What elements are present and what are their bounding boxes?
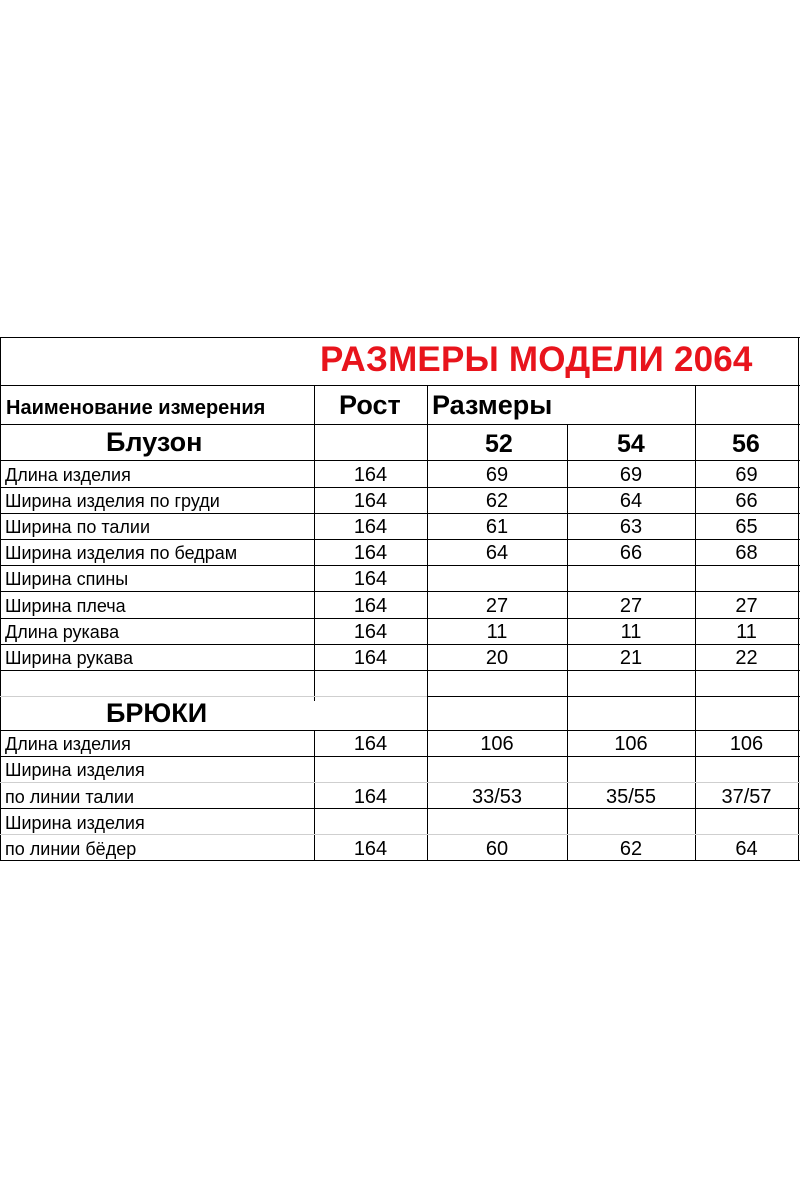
- grid-line: [427, 696, 800, 697]
- grid-line: [0, 670, 800, 671]
- row-value: 69: [735, 464, 758, 486]
- row-value: 27: [735, 595, 758, 617]
- grid-line: [0, 756, 800, 757]
- chart-title: РАЗМЕРЫ МОДЕЛИ 2064: [320, 340, 753, 379]
- row-height: 164: [353, 568, 388, 590]
- row-label: Ширина изделия: [5, 760, 145, 780]
- row-value: 60: [485, 838, 509, 860]
- row-value: 69: [485, 464, 509, 486]
- row-value: 65: [735, 516, 758, 538]
- row-height: 164: [353, 838, 388, 860]
- row-label: Ширина рукава: [5, 648, 134, 668]
- grid-line: [0, 834, 800, 835]
- row-value: 64: [735, 838, 758, 860]
- row-height: 164: [353, 733, 388, 755]
- grid-line: [0, 513, 800, 514]
- row-label: Ширина плеча: [5, 596, 126, 616]
- row-value: 66: [619, 542, 643, 564]
- row-label: Длина изделия: [5, 465, 131, 485]
- row-label: Длина изделия: [5, 734, 131, 754]
- row-label: Ширина изделия по бедрам: [5, 543, 238, 563]
- row-value: 11: [486, 621, 508, 643]
- row-label: Ширина изделия: [5, 813, 145, 833]
- grid-line: [0, 337, 800, 338]
- row-value: 106: [729, 733, 764, 755]
- row-label: по линии бёдер: [5, 839, 137, 859]
- grid-line: [0, 696, 427, 697]
- row-value: 64: [485, 542, 509, 564]
- row-height: 164: [353, 516, 388, 538]
- row-value: 106: [480, 733, 514, 755]
- header-measurement: Наименование измерения: [6, 397, 266, 419]
- row-value: 22: [735, 647, 758, 669]
- grid-line: [0, 424, 800, 425]
- row-value: 11: [736, 621, 757, 643]
- row-value: 27: [619, 595, 643, 617]
- row-value: 35/55: [605, 786, 657, 808]
- size-56: 56: [732, 430, 760, 458]
- grid-line: [0, 460, 800, 461]
- row-label: Ширина изделия по груди: [5, 491, 220, 511]
- grid-line: [0, 782, 800, 783]
- grid-line: [0, 565, 800, 566]
- grid-line: [0, 487, 800, 488]
- grid-line: [0, 591, 800, 592]
- row-value: 66: [735, 490, 758, 512]
- section-trousers: БРЮКИ: [106, 698, 208, 728]
- row-value: 37/57: [721, 786, 772, 808]
- row-value: 63: [619, 516, 643, 538]
- row-height: 164: [353, 647, 388, 669]
- row-value: 62: [485, 490, 509, 512]
- grid-line: [0, 860, 800, 861]
- row-value: 64: [619, 490, 643, 512]
- row-label: по линии талии: [5, 787, 135, 807]
- grid-line: [0, 385, 800, 386]
- row-value: 11: [620, 621, 642, 643]
- header-height: Рост: [339, 390, 401, 420]
- row-value: 33/53: [471, 786, 523, 808]
- grid-line: [0, 539, 800, 540]
- grid-line: [0, 808, 800, 809]
- row-value: 68: [735, 542, 758, 564]
- size-52: 52: [485, 430, 513, 458]
- section-blouse: Блузон: [106, 427, 203, 457]
- row-value: 62: [619, 838, 643, 860]
- grid-line: [0, 644, 800, 645]
- row-value: 69: [619, 464, 643, 486]
- row-value: 20: [485, 647, 509, 669]
- size-54: 54: [617, 430, 645, 458]
- grid-line: [0, 618, 800, 619]
- row-height: 164: [353, 490, 388, 512]
- row-height: 164: [353, 464, 388, 486]
- row-value: 106: [614, 733, 648, 755]
- row-height: 164: [353, 542, 388, 564]
- row-height: 164: [353, 621, 388, 643]
- header-sizes: Размеры: [432, 390, 553, 420]
- row-height: 164: [353, 786, 388, 808]
- row-label: Ширина спины: [5, 569, 129, 589]
- row-label: Длина рукава: [5, 622, 120, 642]
- row-height: 164: [353, 595, 388, 617]
- row-label: Ширина по талии: [5, 517, 150, 537]
- grid-line: [0, 730, 800, 731]
- row-value: 27: [485, 595, 509, 617]
- row-value: 61: [485, 516, 509, 538]
- row-value: 21: [619, 647, 643, 669]
